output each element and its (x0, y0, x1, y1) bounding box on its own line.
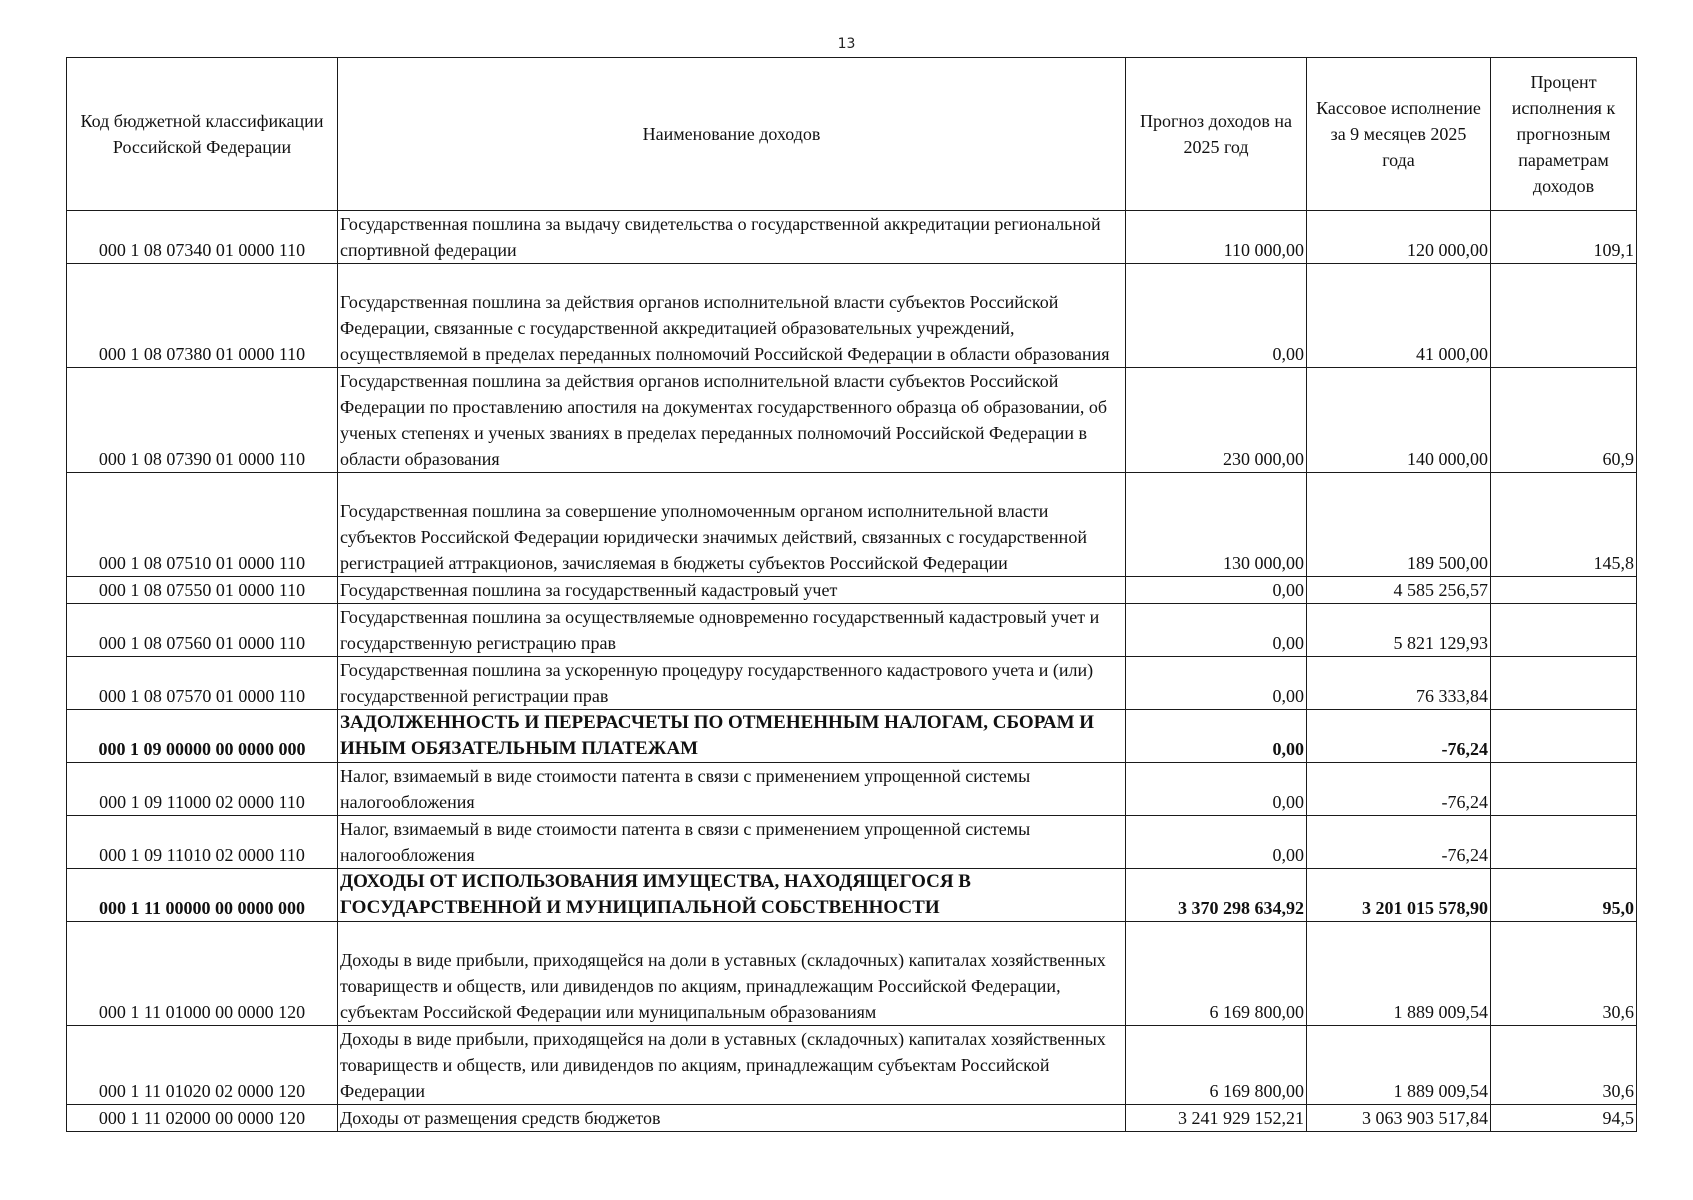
row-actual: 3 201 015 578,90 (1307, 869, 1491, 922)
row-name: Доходы в виде прибыли, приходящейся на доли в уставных (складочных) капиталах хозяйственных товариществ и обществ, или дивидендов по акциям, принадлежащим Российской Федерации, субъектам Российской Федерации или муниципальным образованиям (338, 922, 1126, 1026)
row-percent: 30,6 (1491, 1026, 1637, 1105)
row-percent (1491, 710, 1637, 763)
row-percent: 95,0 (1491, 869, 1637, 922)
row-code: 000 1 08 07340 01 0000 110 (67, 211, 338, 264)
row-name: Государственная пошлина за совершение уполномоченным органом исполнительной власти субъектов Российской Федерации юридически значимых действий, связанных с государственной регистрацией аттракционов, зачисляемая в бюджеты субъектов Российской Федерации (338, 473, 1126, 577)
row-forecast: 0,00 (1126, 657, 1307, 710)
row-percent: 109,1 (1491, 211, 1637, 264)
row-forecast: 3 370 298 634,92 (1126, 869, 1307, 922)
row-actual: 1 889 009,54 (1307, 1026, 1491, 1105)
table-row (67, 922, 1637, 1026)
row-percent: 94,5 (1491, 1105, 1637, 1132)
table-row (67, 264, 1637, 368)
row-code: 000 1 11 02000 00 0000 120 (67, 1105, 338, 1132)
row-forecast: 0,00 (1126, 710, 1307, 763)
row-code: 000 1 08 07570 01 0000 110 (67, 657, 338, 710)
table-row (67, 1105, 1637, 1132)
row-forecast: 0,00 (1126, 264, 1307, 368)
table-row (67, 368, 1637, 473)
row-actual: 41 000,00 (1307, 264, 1491, 368)
row-forecast: 110 000,00 (1126, 211, 1307, 264)
header-name: Наименование доходов (338, 58, 1126, 211)
table-row (67, 1026, 1637, 1105)
row-forecast: 6 169 800,00 (1126, 922, 1307, 1026)
row-code: 000 1 08 07550 01 0000 110 (67, 577, 338, 604)
row-code: 000 1 09 11010 02 0000 110 (67, 816, 338, 869)
row-actual: 5 821 129,93 (1307, 604, 1491, 657)
row-actual: -76,24 (1307, 710, 1491, 763)
row-code: 000 1 09 11000 02 0000 110 (67, 763, 338, 816)
table-header-row (67, 58, 1637, 211)
row-percent (1491, 604, 1637, 657)
revenue-table (66, 57, 1637, 1132)
row-name: ДОХОДЫ ОТ ИСПОЛЬЗОВАНИЯ ИМУЩЕСТВА, НАХОДЯЩЕГОСЯ В ГОСУДАРСТВЕННОЙ И МУНИЦИПАЛЬНОЙ СОБСТВЕННОСТИ (338, 869, 1126, 922)
row-forecast: 0,00 (1126, 604, 1307, 657)
table-row (67, 763, 1637, 816)
row-name: Государственная пошлина за выдачу свидетельства о государственной аккредитации региональной спортивной федерации (338, 211, 1126, 264)
row-percent (1491, 763, 1637, 816)
table-row (67, 657, 1637, 710)
row-actual: -76,24 (1307, 763, 1491, 816)
row-name: Государственная пошлина за осуществляемые одновременно государственный кадастровый учет и государственную регистрацию прав (338, 604, 1126, 657)
row-name: Государственная пошлина за действия органов исполнительной власти субъектов Российской Федерации по проставлению апостиля на документах государственного образца об образовании, об ученых степенях и ученых званиях в пределах переданных полномочий Российской Федерации в области образования (338, 368, 1126, 473)
table-row (67, 604, 1637, 657)
row-forecast: 3 241 929 152,21 (1126, 1105, 1307, 1132)
row-name: Доходы в виде прибыли, приходящейся на доли в уставных (складочных) капиталах хозяйственных товариществ и обществ, или дивидендов по акциям, принадлежащим субъектам Российской Федерации (338, 1026, 1126, 1105)
row-name: Налог, взимаемый в виде стоимости патента в связи с применением упрощенной системы налогообложения (338, 816, 1126, 869)
row-forecast: 0,00 (1126, 577, 1307, 604)
header-percent: Процент исполнения к прогнозным параметрам доходов (1491, 58, 1637, 211)
table-row (67, 710, 1637, 763)
row-code: 000 1 08 07560 01 0000 110 (67, 604, 338, 657)
table-row (67, 869, 1637, 922)
row-code: 000 1 11 00000 00 0000 000 (67, 869, 338, 922)
row-code: 000 1 09 00000 00 0000 000 (67, 710, 338, 763)
table-row (67, 211, 1637, 264)
row-name: Государственная пошлина за государственный кадастровый учет (338, 577, 1126, 604)
row-code: 000 1 08 07380 01 0000 110 (67, 264, 338, 368)
header-actual: Кассовое исполнение за 9 месяцев 2025 года (1307, 58, 1491, 211)
row-actual: 140 000,00 (1307, 368, 1491, 473)
row-name: Доходы от размещения средств бюджетов (338, 1105, 1126, 1132)
row-forecast: 0,00 (1126, 763, 1307, 816)
header-forecast: Прогноз доходов на 2025 год (1126, 58, 1307, 211)
row-forecast: 6 169 800,00 (1126, 1026, 1307, 1105)
row-percent: 145,8 (1491, 473, 1637, 577)
row-percent (1491, 657, 1637, 710)
row-actual: 4 585 256,57 (1307, 577, 1491, 604)
row-name: Налог, взимаемый в виде стоимости патента в связи с применением упрощенной системы налогообложения (338, 763, 1126, 816)
page-number: 13 (837, 36, 856, 52)
row-percent (1491, 264, 1637, 368)
row-actual: 3 063 903 517,84 (1307, 1105, 1491, 1132)
row-percent: 60,9 (1491, 368, 1637, 473)
table-row (67, 473, 1637, 577)
row-actual: 1 889 009,54 (1307, 922, 1491, 1026)
row-code: 000 1 11 01020 02 0000 120 (67, 1026, 338, 1105)
table-row (67, 577, 1637, 604)
row-percent: 30,6 (1491, 922, 1637, 1026)
row-name: Государственная пошлина за ускоренную процедуру государственного кадастрового учета и (или) государственной регистрации прав (338, 657, 1126, 710)
row-actual: 76 333,84 (1307, 657, 1491, 710)
row-name: ЗАДОЛЖЕННОСТЬ И ПЕРЕРАСЧЕТЫ ПО ОТМЕНЕННЫМ НАЛОГАМ, СБОРАМ И ИНЫМ ОБЯЗАТЕЛЬНЫМ ПЛАТЕЖАМ (338, 710, 1126, 763)
row-percent (1491, 816, 1637, 869)
row-forecast: 130 000,00 (1126, 473, 1307, 577)
row-name: Государственная пошлина за действия органов исполнительной власти субъектов Российской Федерации, связанные с государственной аккредитацией образовательных учреждений, осуществляемой в пределах переданных полномочий Российской Федерации в области образования (338, 264, 1126, 368)
row-code: 000 1 08 07390 01 0000 110 (67, 368, 338, 473)
row-actual: 120 000,00 (1307, 211, 1491, 264)
header-code: Код бюджетной классификации Российской Федерации (67, 58, 338, 211)
row-actual: -76,24 (1307, 816, 1491, 869)
row-code: 000 1 11 01000 00 0000 120 (67, 922, 338, 1026)
row-percent (1491, 577, 1637, 604)
row-forecast: 230 000,00 (1126, 368, 1307, 473)
row-code: 000 1 08 07510 01 0000 110 (67, 473, 338, 577)
table-row (67, 816, 1637, 869)
row-forecast: 0,00 (1126, 816, 1307, 869)
row-actual: 189 500,00 (1307, 473, 1491, 577)
